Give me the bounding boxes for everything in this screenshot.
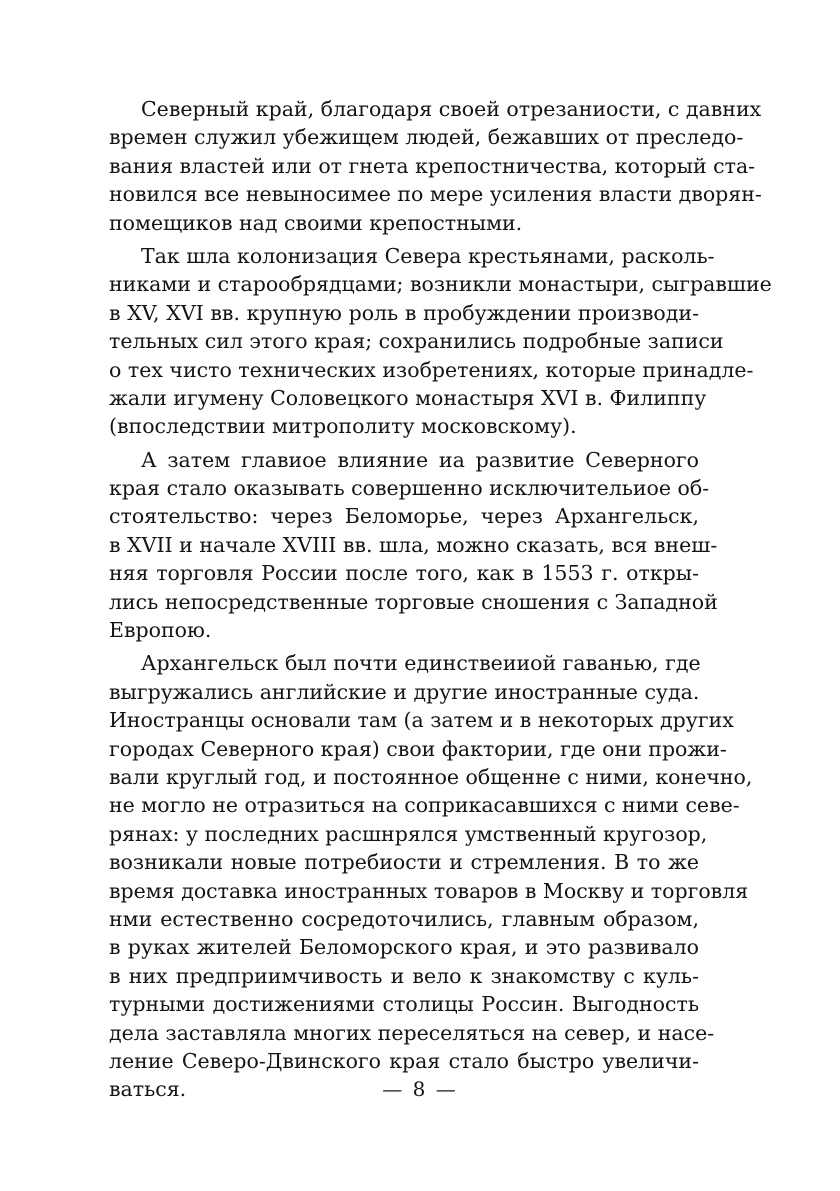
text-line: (впоследствии митрополиту московскому). bbox=[109, 414, 577, 439]
text-line: никами и старообрядцами; возникли монастыри, сыгравшие bbox=[109, 272, 772, 297]
text-line: Европою. bbox=[109, 618, 212, 643]
body-text bbox=[109, 95, 772, 1104]
text-line: лись непосредственные торговые сношения с Западной bbox=[109, 589, 718, 614]
text-line: Архангельск был почти единствеииой гаванью, где bbox=[141, 651, 701, 676]
text-line: Иностранцы основали там (а затем и в некоторых других bbox=[109, 708, 734, 733]
text-line: Северный край, благодаря своей отрезаниости, с давних bbox=[141, 97, 762, 121]
text-line: в руках жителей Беломорского края, и это развивало bbox=[109, 935, 699, 960]
text-line: не могло не отразиться на соприкасавшихся с ними севе- bbox=[109, 793, 740, 818]
text-line: ваться. bbox=[109, 1077, 187, 1102]
text-line: тельных сил этого края; сохранились подробные записи bbox=[109, 329, 724, 354]
paragraph bbox=[109, 446, 718, 645]
text-line: нми естественно сосредоточились, главным образом, bbox=[109, 906, 699, 931]
text-line: время доставка иностранных товаров в Москву и торговля bbox=[109, 878, 749, 903]
text-line: в них предприимчивость и вело к знакомству с куль- bbox=[109, 963, 699, 988]
paragraph bbox=[109, 242, 772, 441]
text-line: турными достижениями столицы Россин. Выгодность bbox=[109, 992, 699, 1017]
paragraph bbox=[109, 649, 753, 1103]
text-line: помещиков над своими крепостными. bbox=[109, 210, 523, 235]
text-line: о тех чисто технических изобретениях, которые принадле- bbox=[109, 357, 754, 382]
text-line: вали круглый год, и постоянное общенне с ними, конечно, bbox=[109, 764, 753, 789]
text-line: Так шла колонизация Севера крестьянами, расколь- bbox=[141, 243, 715, 268]
text-line: няя торговля России после того, как в 1553 г. откры- bbox=[109, 561, 699, 586]
text-line: возникали новые потребиости и стремления. В то же bbox=[109, 850, 699, 875]
text-line: выгружались английские и другие иностранные суда. bbox=[109, 679, 700, 704]
text-line: стоятельство: через Беломорье, через Архангельск, bbox=[109, 504, 699, 529]
text-line: А затем главиое влияние иа развитие Северного bbox=[141, 447, 699, 472]
paragraph bbox=[109, 95, 762, 237]
text-line: городах Северного края) свои фактории, где они прожи- bbox=[109, 736, 727, 761]
text-line: рянах: у последних расшнрялся умственный кругозор, bbox=[109, 821, 708, 846]
page-number: — 8 — bbox=[382, 1077, 458, 1101]
text-line: в XV, XVI вв. крупную роль в пробуждении производи- bbox=[109, 300, 699, 325]
text-line: новился все невыносимее по мере усиления власти дворян- bbox=[109, 182, 762, 207]
text-line: жали игумену Соловецкого монастыря XVI в. Филиппу bbox=[109, 385, 707, 410]
text-line: в XVII и начале XVIII вв. шла, можно сказать, вся внеш- bbox=[109, 532, 718, 557]
text-line: вания властей или от гнета крепостничества, который ста- bbox=[109, 153, 756, 178]
text-line: времен служил убежищем людей, бежавших от преследо- bbox=[109, 125, 744, 150]
text-line: дела заставляла многих переселяться на север, и насе- bbox=[109, 1020, 715, 1045]
text-line: ление Северо-Двинского края стало быстро увеличи- bbox=[109, 1048, 699, 1073]
text-line: края стало оказывать совершенно исключительиое об- bbox=[109, 476, 710, 501]
